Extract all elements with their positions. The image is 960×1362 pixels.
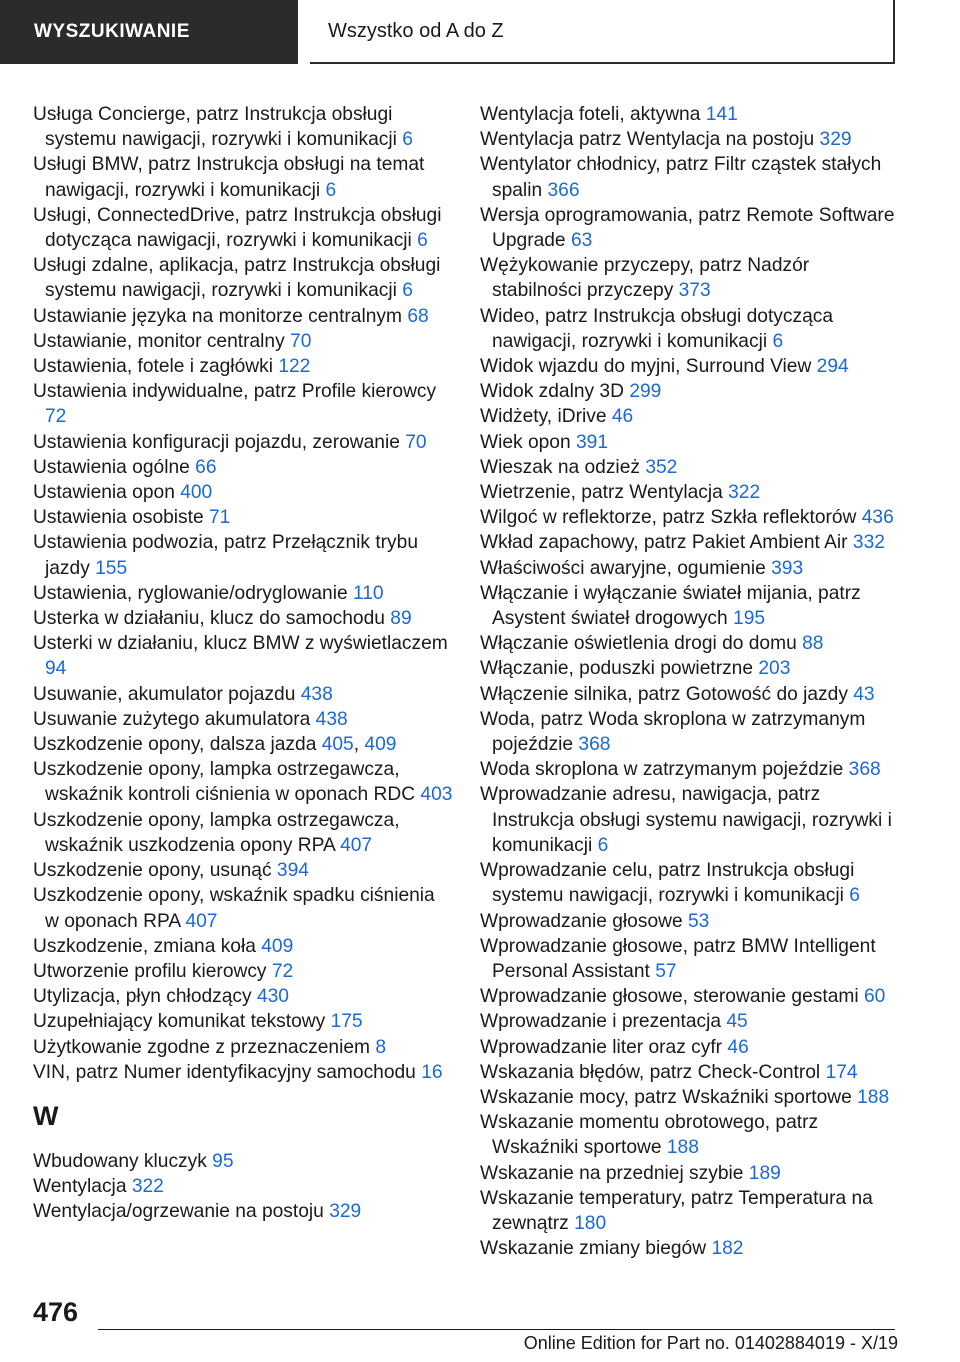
page-reference-link[interactable]: 72 (45, 406, 67, 428)
page-reference-link[interactable]: 46 (727, 1036, 749, 1058)
index-entry (480, 556, 900, 581)
page-reference-link[interactable]: 70 (290, 330, 312, 352)
index-entry (480, 203, 900, 253)
index-entry (33, 354, 453, 379)
page-reference-link[interactable]: 329 (819, 129, 852, 151)
index-term: Ustawienia, fotele i zagłówki (33, 356, 273, 378)
index-entry (33, 455, 453, 480)
index-term: Usługi, ConnectedDrive, patrz Instrukcja obsługi dotycząca nawigacji, rozrywki i komunikacji (33, 204, 442, 252)
index-term: Utworzenie profilu kierowcy (33, 960, 267, 982)
index-term: Uszkodzenie opony, wskaźnik spadku ciśnienia w oponach RPA (33, 885, 435, 932)
index-term: Uszkodzenie opony, dalsza jazda (33, 734, 317, 756)
page-reference-link[interactable]: 188 (857, 1086, 890, 1108)
index-entry (33, 581, 453, 606)
page-reference-link[interactable]: 8 (375, 1036, 387, 1058)
index-term: Wentylacja/ogrzewanie na postoju (33, 1201, 324, 1223)
index-entry (33, 682, 453, 707)
index-term: Wbudowany kluczyk (33, 1150, 207, 1172)
index-entry (33, 304, 453, 329)
index-term: Usługi zdalne, aplikacja, patrz Instrukcja obsługi systemu nawigacji, rozrywki i komunikacji (33, 255, 441, 302)
index-term: Wieszak na odzież (480, 456, 640, 478)
index-entry (33, 808, 453, 858)
index-entry (480, 455, 900, 480)
index-entry (480, 909, 900, 934)
index-term: Uszkodzenie, zmiana koła (33, 935, 256, 957)
index-entry (33, 505, 453, 530)
index-entry (33, 984, 453, 1009)
page-reference-link[interactable]: 110 (352, 582, 384, 604)
index-term: Wężykowanie przyczepy, patrz Nadzór stabilności przyczepy (480, 255, 810, 302)
index-entry (480, 682, 900, 707)
index-term: Ustawienia, ryglowanie/odryglowanie (33, 582, 348, 604)
index-term: Ustawienia ogólne (33, 456, 190, 478)
index-term: Wideo, patrz Instrukcja obsługi dotycząca nawigacji, rozrywki i komunikacji (480, 305, 834, 352)
page-reference-link[interactable]: 16 (421, 1061, 443, 1083)
index-entry (480, 581, 900, 631)
page-reference-link[interactable]: 155 (95, 557, 128, 579)
index-term: Ustawienia opon (33, 482, 175, 504)
index-term: Wskazania błędów, patrz Check-Control (480, 1061, 821, 1083)
section-letter-w: W (33, 1100, 59, 1131)
page-reference-link[interactable]: 180 (574, 1212, 607, 1234)
index-entry (480, 304, 900, 354)
index-term: Użytkowanie zgodne z przeznaczeniem (33, 1036, 371, 1058)
index-term: Włączanie, poduszki powietrzne (480, 658, 754, 680)
index-term: Wprowadzanie celu, patrz Instrukcja obsługi systemu nawigacji, rozrywki i komunikacji (480, 860, 855, 907)
index-entry (480, 480, 900, 505)
index-entry: Uszkodzenie opony, dalsza jazda 405, 409 (33, 734, 397, 756)
index-term: Wskazanie temperatury, patrz Temperatura na zewnątrz (480, 1187, 873, 1234)
index-entry (33, 1035, 453, 1060)
index-entry (33, 152, 453, 202)
index-entry (33, 934, 453, 959)
index-term: Wentylacja patrz Wentylacja na postoju (480, 129, 815, 151)
index-entry (33, 379, 453, 429)
chapter-title: Wszystko od A do Z (310, 0, 895, 64)
page-reference-link[interactable]: 403 (420, 784, 453, 806)
index-list-w (33, 1149, 453, 1225)
index-term: Ustawianie, monitor centralny (33, 330, 285, 352)
index-term: Woda, patrz Woda skroplona w zatrzymanym pojeździe (480, 708, 866, 756)
index-entry (33, 1174, 453, 1199)
page-reference-link[interactable]: 174 (825, 1061, 858, 1083)
page-reference-link[interactable]: 95 (212, 1150, 234, 1172)
page-header (0, 0, 960, 66)
page-reference-link[interactable]: 68 (407, 305, 429, 327)
page-reference-link[interactable]: 6 (402, 129, 413, 151)
page-reference-link[interactable]: 332 (852, 532, 885, 554)
index-entry (33, 430, 453, 455)
index-entry (33, 253, 453, 303)
page-reference-link[interactable]: 430 (256, 986, 289, 1008)
footer-divider (98, 1329, 895, 1330)
index-column-right (480, 102, 900, 1261)
index-entry (33, 1149, 453, 1174)
page-reference-link[interactable]: 438 (315, 708, 348, 730)
index-term: Ustawienia osobiste (33, 507, 204, 529)
index-term: Wietrzenie, patrz Wentylacja (480, 482, 723, 504)
index-entry (33, 102, 453, 152)
index-term: Uzupełniający komunikat tekstowy (33, 1011, 326, 1033)
index-term: Widżety, iDrive (480, 406, 607, 428)
index-entry (33, 707, 453, 732)
page-reference-link[interactable]: 43 (853, 683, 875, 705)
page-reference-link[interactable]: 409 (364, 734, 397, 756)
index-term: Wskazanie momentu obrotowego, patrz Wskaźniki sportowe (480, 1112, 819, 1159)
index-term: Wprowadzanie adresu, nawigacja, patrz Instrukcja obsługi systemu nawigacji, rozrywki i komunikacji (480, 784, 892, 856)
page-reference-link[interactable]: 72 (271, 960, 294, 982)
index-term: Wprowadzanie głosowe (480, 910, 683, 932)
index-term: Wprowadzanie i prezentacja (480, 1011, 722, 1033)
index-entry (480, 1161, 900, 1186)
index-list-w-continued (480, 102, 900, 1261)
index-entry (480, 127, 900, 152)
index-term: Ustawienia konfiguracji pojazdu, zerowanie (33, 431, 400, 453)
index-entry (480, 430, 900, 455)
page-reference-link[interactable]: 299 (629, 381, 662, 403)
page-reference-link[interactable]: 405 (321, 734, 354, 756)
page-reference-link[interactable]: 6 (325, 179, 337, 201)
index-term: Właściwości awaryjne, ogumienie (480, 557, 766, 579)
index-term: Włączenie silnika, patrz Gotowość do jazdy (480, 683, 848, 705)
page-number: 476 (33, 1297, 79, 1327)
page-reference-link[interactable]: 46 (611, 406, 634, 428)
index-term: Włączanie i wyłączanie świateł mijania, patrz Asystent świateł drogowych (480, 582, 861, 630)
index-term: Wskazanie zmiany biegów (480, 1238, 707, 1260)
page-reference-link[interactable]: 352 (645, 456, 678, 478)
index-term: Wkład zapachowy, patrz Pakiet Ambient Air (480, 532, 848, 554)
index-entry (33, 203, 453, 253)
index-term: Wprowadzanie liter oraz cyfr (480, 1036, 723, 1058)
index-term: Wprowadzanie głosowe, sterowanie gestami (480, 986, 859, 1008)
page-reference-link[interactable]: 400 (180, 482, 213, 504)
index-entry (33, 858, 453, 883)
index-term: Wentylacja foteli, aktywna (480, 104, 701, 125)
index-term: Usterki w działaniu, klucz BMW z wyświetlaczem (33, 633, 448, 655)
page-reference-link[interactable]: 66 (195, 456, 217, 478)
index-entry (33, 480, 453, 505)
index-entry (33, 631, 453, 681)
page-reference-link[interactable]: 368 (578, 734, 611, 756)
index-entry (480, 782, 900, 858)
index-term: Wskazanie mocy, patrz Wskaźniki sportowe (480, 1086, 852, 1108)
page-reference-link[interactable]: 88 (802, 633, 824, 655)
edition-note: Online Edition for Part no. 01402884019 - X/19 (523, 1333, 898, 1353)
index-term: Usługa Concierge, patrz Instrukcja obsługi systemu nawigacji, rozrywki i komunikacji (33, 104, 397, 151)
index-entry (480, 1236, 900, 1261)
page-reference-link[interactable]: 409 (261, 935, 294, 957)
index-term: Utylizacja, płyn chłodzący (33, 986, 252, 1008)
index-column-left (33, 102, 453, 1225)
index-term: Wprowadzanie głosowe, patrz BMW Intelligent Personal Assistant (480, 935, 876, 982)
index-entry (480, 757, 900, 782)
page-reference-link[interactable]: 329 (329, 1201, 362, 1223)
index-entry (480, 354, 900, 379)
index-term: Usterka w działaniu, klucz do samochodu (33, 608, 385, 630)
page-reference-link[interactable]: 368 (848, 759, 881, 781)
page-reference-link[interactable]: 182 (711, 1238, 744, 1260)
index-term: Uszkodzenie opony, usunąć (33, 860, 272, 882)
page-reference-link[interactable]: 407 (185, 910, 218, 932)
page-reference-link[interactable]: 6 (849, 885, 860, 907)
index-term: Wilgoć w reflektorze, patrz Szkła reflektorów (480, 507, 857, 529)
index-list-u-v (33, 102, 453, 1085)
index-term: Wersja oprogramowania, patrz Remote Software Upgrade (480, 204, 895, 252)
index-entry (480, 631, 900, 656)
page-reference-link[interactable]: 6 (597, 834, 609, 856)
page-reference-link[interactable]: 322 (131, 1176, 164, 1198)
page-reference-link[interactable]: 122 (278, 356, 311, 378)
index-entry (480, 379, 900, 404)
page-reference-link[interactable]: 89 (390, 608, 412, 630)
index-term: Usuwanie zużytego akumulatora (33, 708, 311, 730)
index-entry (480, 505, 900, 530)
index-term: Ustawianie języka na monitorze centralnym (33, 305, 402, 327)
index-term: Uszkodzenie opony, lampka ostrzegawcza, wskaźnik uszkodzenia opony RPA (33, 809, 400, 856)
index-entry (480, 530, 900, 555)
index-entry (33, 959, 453, 984)
page-reference-link[interactable]: 195 (733, 608, 766, 630)
index-term: Uszkodzenie opony, lampka ostrzegawcza, wskaźnik kontroli ciśnienia w oponach RDC (33, 759, 416, 806)
index-term: Widok zdalny 3D (480, 381, 624, 403)
page-reference-link[interactable]: 71 (209, 507, 231, 529)
index-term: Wskazanie na przedniej szybie (480, 1162, 744, 1184)
page-reference-link[interactable]: 436 (861, 507, 894, 529)
page-reference-link[interactable]: 60 (863, 986, 886, 1008)
index-entry (33, 329, 453, 354)
page-reference-link[interactable]: 45 (726, 1011, 748, 1033)
index-entry (33, 883, 453, 933)
page-reference-link[interactable]: 294 (816, 356, 849, 378)
page-reference-link[interactable]: 63 (570, 230, 593, 252)
page-reference-link[interactable]: 189 (748, 1162, 781, 1184)
index-entry (480, 984, 900, 1009)
index-entry (480, 1009, 900, 1034)
index-entry (33, 757, 453, 807)
page-reference-link[interactable]: 6 (402, 280, 413, 302)
page-reference-link[interactable]: 53 (687, 910, 710, 932)
index-entry (480, 1060, 900, 1085)
index-term: Wentylacja (33, 1176, 127, 1198)
index-entry (480, 858, 900, 908)
page-reference-link[interactable]: 438 (300, 683, 333, 705)
page-reference-link[interactable]: 188 (666, 1137, 699, 1159)
page-reference-link[interactable]: 175 (330, 1011, 363, 1033)
page-reference-link[interactable]: 391 (576, 431, 609, 453)
page-reference-link[interactable]: 407 (340, 834, 373, 856)
index-term: Włączanie oświetlenia drogi do domu (480, 633, 797, 655)
page-reference-link[interactable]: 366 (547, 179, 580, 201)
index-entry (480, 1085, 900, 1110)
index-term: Ustawienia indywidualne, patrz Profile kierowcy (33, 381, 437, 403)
page-reference-link[interactable]: 6 (417, 230, 428, 252)
page-reference-link[interactable]: 141 (705, 104, 738, 125)
page-reference-link[interactable]: 70 (405, 431, 427, 453)
index-entry (480, 1186, 900, 1236)
index-term: Usuwanie, akumulator pojazdu (33, 683, 296, 705)
index-term: Usługi BMW, patrz Instrukcja obsługi na temat nawigacji, rozrywki i komunikacji (33, 154, 425, 201)
index-term: VIN, patrz Numer identyfikacyjny samochodu (33, 1061, 416, 1083)
page-reference-link[interactable]: 57 (655, 960, 677, 982)
index-term: Widok wjazdu do myjni, Surround View (480, 356, 812, 378)
index-entry (33, 1060, 453, 1085)
page-reference-link[interactable]: 394 (276, 860, 309, 882)
index-entry (33, 1199, 453, 1224)
index-entry (33, 530, 453, 580)
index-entry (480, 102, 900, 127)
index-entry (480, 253, 900, 303)
index-entry (480, 404, 900, 429)
index-entry (480, 1110, 900, 1160)
index-entry (480, 707, 900, 757)
page-reference-link[interactable]: 393 (771, 557, 804, 579)
index-entry (33, 1009, 453, 1034)
page-reference-link[interactable]: 373 (678, 280, 711, 302)
index-term: Wentylator chłodnicy, patrz Filtr cząstek stałych spalin (480, 154, 882, 201)
index-term: Woda skroplona w zatrzymanym pojeździe (480, 759, 844, 781)
index-term: Wiek opon (480, 431, 571, 453)
page-reference-link[interactable]: 6 (772, 330, 784, 352)
index-entry (480, 1035, 900, 1060)
section-tab[interactable]: WYSZUKIWANIE (0, 0, 298, 64)
index-entry (480, 656, 900, 681)
index-entry (480, 934, 900, 984)
index-term: Ustawienia podwozia, patrz Przełącznik trybu jazdy (33, 532, 418, 579)
index-entry (480, 152, 900, 202)
page-reference-link[interactable]: 94 (45, 658, 67, 680)
page-reference-link[interactable]: 203 (758, 658, 791, 680)
page-reference-link[interactable]: 322 (728, 482, 761, 504)
index-entry (33, 606, 453, 631)
